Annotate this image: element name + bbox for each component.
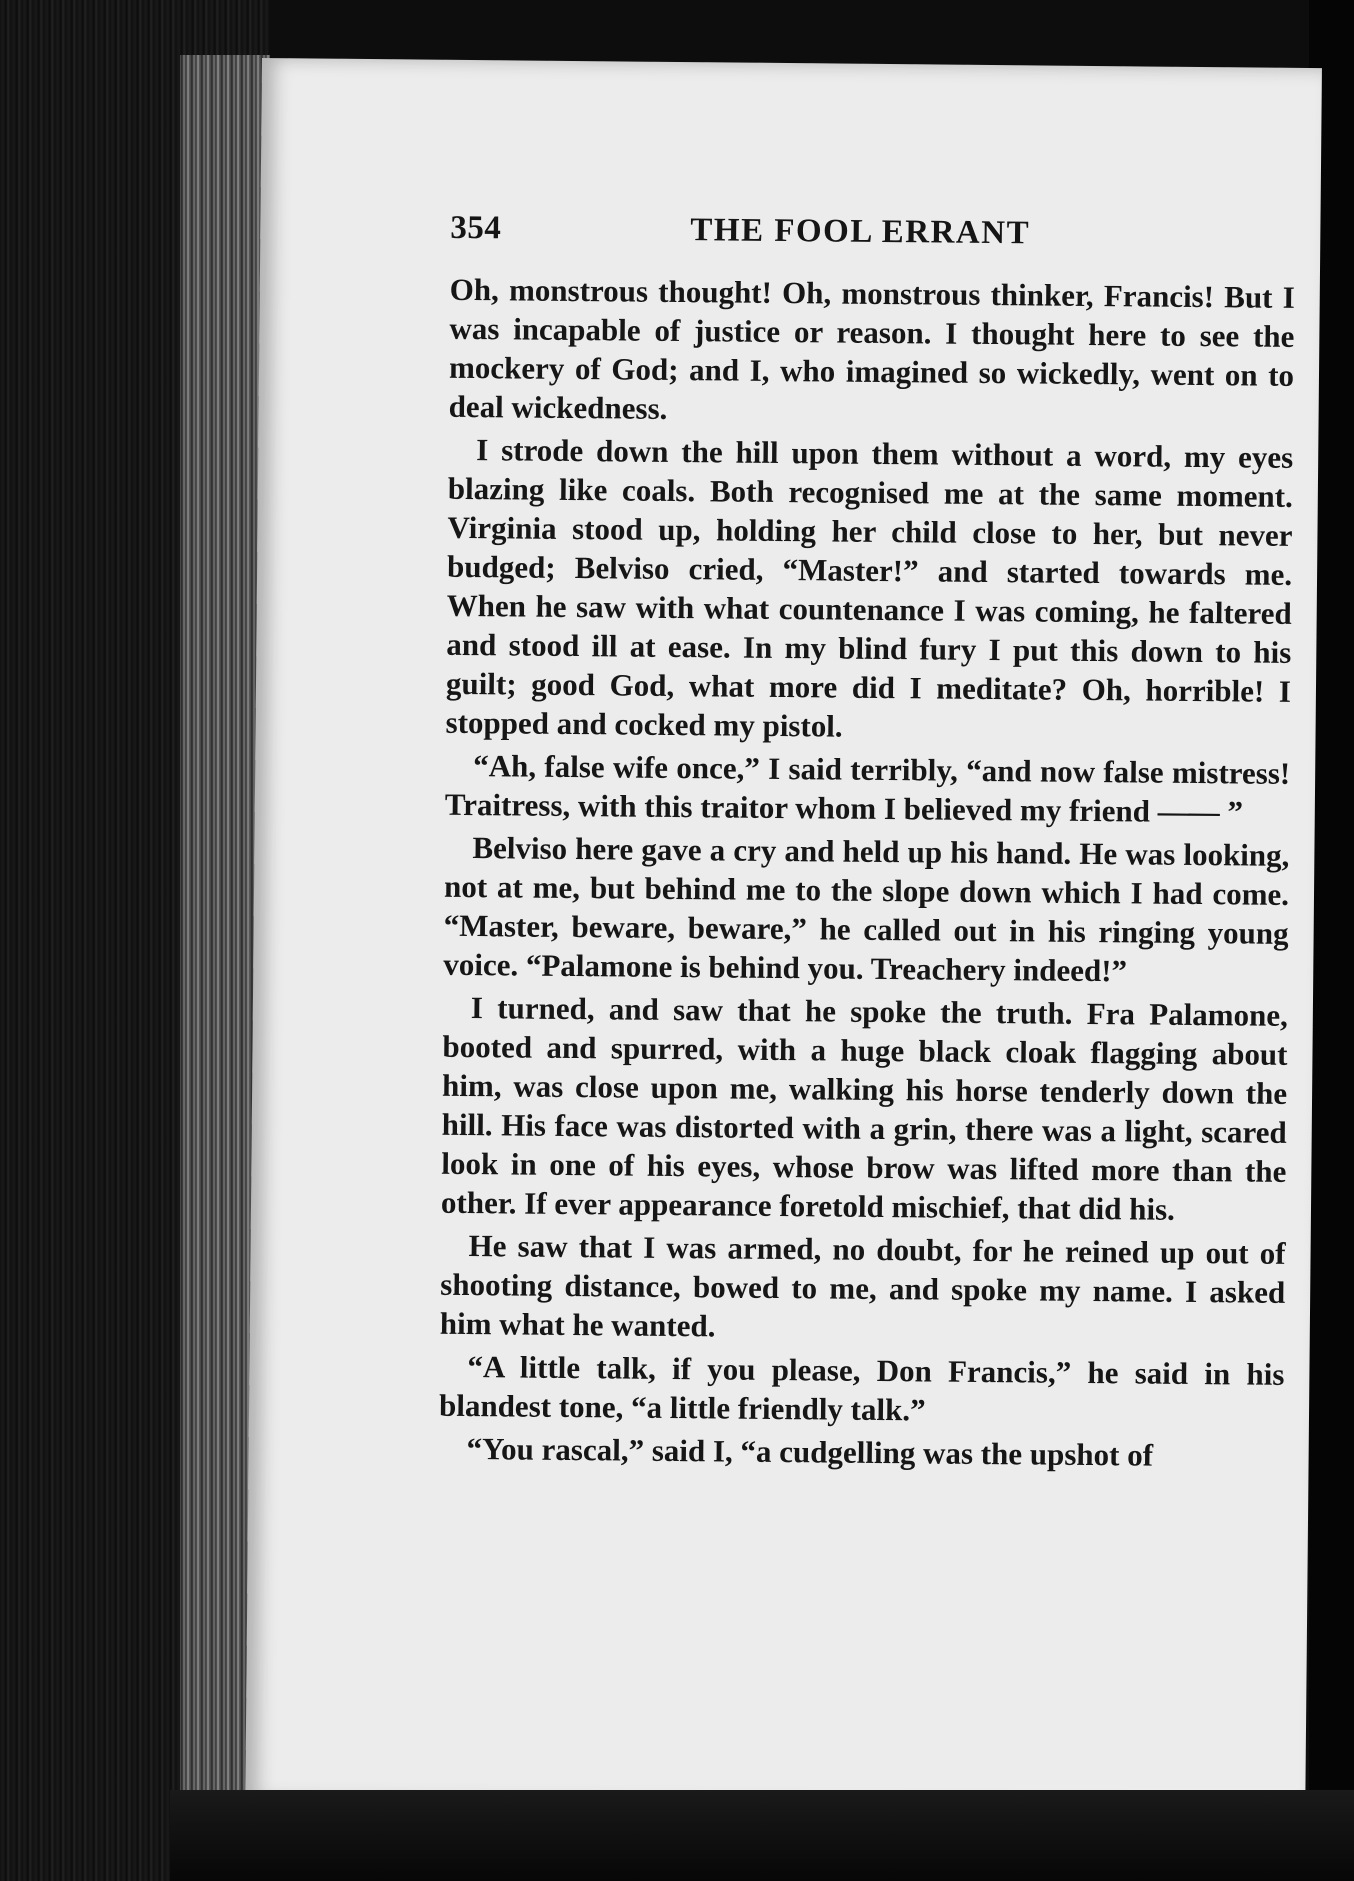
paragraph: “A little talk, if you please, Don Francis,” he said in his blandest tone, “a little friendly talk.” xyxy=(438,1349,1285,1428)
running-head xyxy=(450,210,1310,268)
paragraph: He saw that I was armed, no doubt, for he reined up out of shooting distance, bowed to me, and spoke my name. I asked him what he wanted. xyxy=(439,1228,1286,1344)
page-number: 354 xyxy=(450,209,502,247)
paragraph: I strode down the hill upon them without a word, my eyes blazing like coals. Both recognised me at the same moment. Virginia stood up, holding her child close to her, but never budged; Belviso cried, “Master!” and started towards me. When he saw with what countenance I was coming, he faltered and stood ill at ease. In my blind fury I put this down to his guilt; good God, what more did I meditate? Oh, horrible! I stopped and cocked my pistol. xyxy=(445,432,1294,744)
paragraph: “You rascal,” said I, “a cudgelling was the upshot of xyxy=(466,1431,1154,1473)
paragraph: Oh, monstrous thought! Oh, monstrous thinker, Francis! But I was incapable of justice or reason. I thought here to see the mockery of God; and I, who imagined so wickedly, went on to deal wickedness. xyxy=(448,271,1295,426)
body-text xyxy=(438,270,1294,1480)
paragraph: I turned, and saw that he spoke the truth. Fra Palamone, booted and spurred, with a huge black cloak flagging about him, was close upon me, walking his horse tenderly down the hill. His face was distorted with a grin, there was a light, scared look in one of his eyes, whose brow was lifted more than the other. If ever appearance foretold mischief, that did his. xyxy=(440,990,1289,1227)
paragraph: “Ah, false wife once,” I said terribly, “and now false mistress! Traitress, with this traitor whom I believed my friend —— ” xyxy=(444,748,1291,830)
paragraph: Belviso here gave a cry and held up his hand. He was looking, not at me, but behind me to the slope down which I had come. “Master, beware, beware,” he called out in his ringing young voice. “Palamone is behind you. Treachery indeed!” xyxy=(443,830,1290,989)
book-page xyxy=(245,58,1322,1810)
bottom-edge-shadow xyxy=(170,1790,1354,1881)
running-title: THE FOOL ERRANT xyxy=(690,212,1031,252)
